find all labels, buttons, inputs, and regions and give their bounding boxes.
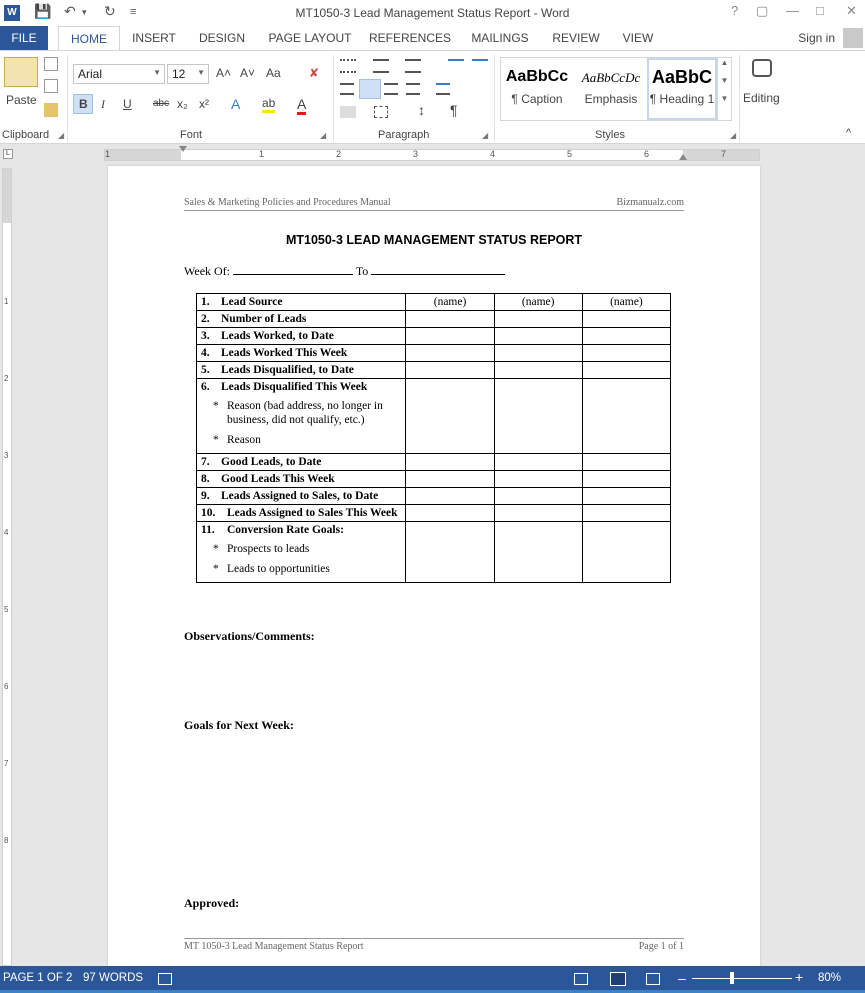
table-cell[interactable] bbox=[494, 345, 582, 362]
table-cell[interactable] bbox=[494, 311, 582, 328]
table-row bbox=[197, 362, 671, 379]
table-cell[interactable] bbox=[406, 522, 494, 583]
change-case-button[interactable]: Aa bbox=[266, 66, 281, 80]
text-effects-button[interactable]: A bbox=[231, 96, 241, 112]
ribbon-tabs bbox=[0, 26, 865, 50]
bold-button[interactable] bbox=[73, 94, 93, 114]
table-cell[interactable] bbox=[494, 505, 582, 522]
strikethrough-button[interactable]: abc bbox=[153, 98, 170, 109]
row-number: 3. bbox=[201, 330, 210, 342]
vertical-ruler[interactable] bbox=[2, 168, 12, 966]
binoculars-icon[interactable] bbox=[752, 59, 772, 77]
row-number: 1. bbox=[201, 296, 210, 308]
row-number: 8. bbox=[201, 473, 210, 485]
table-cell[interactable] bbox=[582, 505, 670, 522]
row-label: Number of Leads bbox=[221, 313, 307, 325]
header-left: Sales & Marketing Policies and Procedures Manual bbox=[184, 197, 391, 208]
row-number: 7. bbox=[201, 456, 210, 468]
row-label-cell bbox=[197, 454, 406, 471]
footer-rule bbox=[184, 938, 684, 939]
row-label-cell bbox=[197, 379, 406, 454]
to-blank[interactable] bbox=[371, 263, 505, 275]
to-label: To bbox=[355, 264, 369, 278]
paste-button[interactable]: Paste bbox=[6, 93, 37, 107]
ruler-number: 7 bbox=[721, 149, 727, 159]
ruler-number: 7 bbox=[4, 759, 9, 768]
styles-gallery bbox=[500, 57, 732, 121]
align-right-icon[interactable] bbox=[384, 83, 398, 95]
row-number: 10. bbox=[201, 507, 216, 519]
table-row bbox=[197, 522, 671, 583]
ruler-number: 2 bbox=[4, 374, 9, 383]
ruler-top-margin bbox=[3, 169, 11, 223]
table-cell[interactable] bbox=[406, 471, 494, 488]
style-caption[interactable] bbox=[501, 58, 573, 120]
maximize-icon[interactable]: □ bbox=[816, 3, 824, 18]
ruler-number: 6 bbox=[4, 682, 9, 691]
table-row bbox=[197, 505, 671, 522]
tab-home[interactable]: HOME bbox=[58, 26, 120, 51]
paragraph-group-label: Paragraph bbox=[378, 129, 430, 141]
row-number: 5. bbox=[201, 364, 210, 376]
table-cell[interactable] bbox=[406, 454, 494, 471]
bullets-icon[interactable] bbox=[340, 59, 356, 73]
row-number: 9. bbox=[201, 490, 210, 502]
word-count[interactable]: 97 WORDS bbox=[83, 972, 144, 984]
style-preview: AaBbC bbox=[651, 67, 712, 87]
observations-heading: Observations/Comments: bbox=[184, 629, 315, 643]
table-cell[interactable] bbox=[582, 311, 670, 328]
footer-right: Page 1 of 1 bbox=[638, 941, 684, 952]
table-cell[interactable] bbox=[494, 488, 582, 505]
horizontal-ruler-area bbox=[0, 144, 865, 166]
style-name: Emphasis bbox=[584, 92, 638, 106]
line-spacing-icon[interactable] bbox=[436, 83, 450, 95]
ruler-number: 4 bbox=[490, 149, 496, 159]
ruler-number: 5 bbox=[567, 149, 573, 159]
table-row bbox=[197, 294, 671, 311]
row-label-cell bbox=[197, 294, 406, 311]
proofing-icon[interactable] bbox=[158, 973, 172, 985]
table-cell[interactable] bbox=[406, 345, 494, 362]
goals-heading: Goals for Next Week: bbox=[184, 718, 294, 732]
save-icon[interactable]: 💾 bbox=[34, 3, 52, 19]
tab-page-layout[interactable]: PAGE LAYOUT bbox=[268, 31, 352, 45]
ruler-left-margin bbox=[105, 150, 181, 160]
font-size-select[interactable] bbox=[167, 64, 209, 84]
ribbon-display-icon[interactable]: ▢ bbox=[756, 3, 769, 18]
help-icon[interactable]: ? bbox=[731, 3, 739, 18]
style-heading-1[interactable] bbox=[647, 58, 717, 120]
status-bar bbox=[0, 966, 865, 993]
shading-icon[interactable] bbox=[340, 106, 356, 118]
table-cell[interactable] bbox=[582, 454, 670, 471]
table-cell[interactable] bbox=[494, 454, 582, 471]
editing-button[interactable]: Editing bbox=[743, 91, 780, 105]
table-cell[interactable] bbox=[582, 488, 670, 505]
row-label: Leads Assigned to Sales This Week bbox=[227, 507, 398, 519]
right-indent-marker[interactable] bbox=[679, 154, 687, 160]
column-header[interactable]: (name) bbox=[406, 294, 494, 311]
table-row bbox=[197, 345, 671, 362]
style-emphasis[interactable] bbox=[575, 58, 647, 120]
font-name-select[interactable] bbox=[73, 64, 165, 84]
tab-insert[interactable]: INSERT bbox=[132, 31, 176, 45]
row-label: Leads Disqualified This Week bbox=[221, 381, 368, 393]
ruler-number: 3 bbox=[413, 149, 419, 159]
table-cell[interactable] bbox=[582, 362, 670, 379]
underline-button[interactable]: U bbox=[123, 97, 132, 111]
row-label-cell bbox=[197, 505, 406, 522]
print-layout-icon[interactable] bbox=[610, 972, 626, 986]
web-layout-icon[interactable] bbox=[646, 973, 660, 985]
week-of-label: Week Of: bbox=[184, 264, 231, 278]
font-group-label: Font bbox=[180, 129, 203, 141]
report-table bbox=[196, 293, 671, 583]
table-cell[interactable] bbox=[406, 379, 494, 454]
row-number: 2. bbox=[201, 313, 210, 325]
table-row bbox=[197, 454, 671, 471]
read-mode-icon[interactable] bbox=[574, 973, 588, 985]
undo-icon[interactable]: ↶ bbox=[64, 3, 76, 19]
ruler-number: 6 bbox=[644, 149, 650, 159]
borders-icon[interactable] bbox=[374, 106, 388, 118]
font-name-value: Arial bbox=[78, 67, 103, 81]
row-label: Conversion Rate Goals: bbox=[227, 524, 344, 536]
row-number: 6. bbox=[201, 381, 210, 393]
row-label: Leads Assigned to Sales, to Date bbox=[221, 490, 379, 502]
paragraph-launcher-icon[interactable]: ◢ bbox=[482, 131, 489, 140]
tab-design[interactable]: DESIGN bbox=[198, 31, 245, 45]
copy-icon[interactable] bbox=[44, 79, 58, 93]
column-header[interactable]: (name) bbox=[582, 294, 670, 311]
style-preview: AaBbCcDc bbox=[581, 70, 641, 85]
ruler-number: 5 bbox=[4, 605, 9, 614]
row-label: Leads Disqualified, to Date bbox=[221, 364, 354, 376]
row-sub-item: * Reason bbox=[201, 433, 401, 447]
title-bar bbox=[0, 0, 865, 26]
shrink-font-button[interactable]: A˅ bbox=[240, 66, 256, 80]
styles-launcher-icon[interactable]: ◢ bbox=[730, 131, 737, 140]
cut-icon[interactable] bbox=[44, 57, 58, 71]
week-of-blank[interactable] bbox=[233, 263, 353, 275]
row-sub-item: * Leads to opportunities bbox=[201, 562, 401, 576]
ruler-number: 1 bbox=[4, 297, 9, 306]
row-label-cell bbox=[197, 311, 406, 328]
page-count[interactable]: PAGE 1 OF 2 bbox=[3, 972, 73, 984]
table-cell[interactable] bbox=[494, 379, 582, 454]
row-label: Lead Source bbox=[221, 296, 283, 308]
row-label: Leads Worked, to Date bbox=[221, 330, 334, 342]
row-label-cell bbox=[197, 328, 406, 345]
ruler-number: 8 bbox=[4, 836, 9, 845]
first-line-indent-marker[interactable] bbox=[179, 146, 187, 152]
tab-selector-button[interactable]: L bbox=[3, 149, 13, 159]
chevron-down-icon: ▼ bbox=[197, 68, 205, 77]
styles-group-label: Styles bbox=[595, 129, 625, 141]
minimize-icon[interactable]: — bbox=[786, 3, 799, 18]
table-cell[interactable] bbox=[494, 522, 582, 583]
header-right: Bizmanualz.com bbox=[616, 197, 684, 208]
align-center-button[interactable] bbox=[359, 79, 381, 99]
table-cell[interactable] bbox=[582, 471, 670, 488]
table-row bbox=[197, 328, 671, 345]
tab-file[interactable]: FILE bbox=[0, 26, 48, 50]
clipboard-launcher-icon[interactable]: ◢ bbox=[58, 131, 65, 140]
multilevel-list-icon[interactable] bbox=[405, 59, 421, 73]
undo-dropdown-icon[interactable]: ▾ bbox=[82, 7, 87, 17]
tab-mailings[interactable]: MAILINGS bbox=[471, 31, 529, 45]
redo-icon[interactable]: ↻ bbox=[104, 3, 116, 19]
ruler-number: 3 bbox=[4, 451, 9, 460]
table-cell[interactable] bbox=[406, 328, 494, 345]
numbering-icon[interactable] bbox=[373, 59, 389, 73]
align-left-icon[interactable] bbox=[340, 83, 354, 95]
word-app-icon[interactable]: W bbox=[4, 5, 20, 21]
header-rule bbox=[184, 210, 684, 211]
sort-icon[interactable]: ↕ bbox=[418, 102, 425, 118]
week-of-line bbox=[184, 263, 505, 279]
row-sub-item: * Prospects to leads bbox=[201, 542, 401, 556]
increase-indent-icon[interactable] bbox=[472, 59, 488, 73]
table-cell[interactable] bbox=[582, 522, 670, 583]
style-name: ¶ Caption bbox=[511, 92, 563, 106]
highlight-button[interactable]: ab bbox=[262, 96, 275, 113]
row-sub-item: * Reason (bad address, no longer in business, did not qualify, etc.) bbox=[201, 399, 401, 427]
group-divider bbox=[739, 55, 740, 141]
ruler-number: 4 bbox=[4, 528, 9, 537]
font-size-value: 12 bbox=[172, 67, 186, 81]
row-number: 4. bbox=[201, 347, 210, 359]
superscript-button[interactable]: x² bbox=[199, 97, 209, 111]
footer-left: MT 1050-3 Lead Management Status Report bbox=[184, 941, 364, 952]
styles-scroll[interactable]: ▲ ▼ ▼ bbox=[717, 58, 731, 120]
style-preview: AaBbCc bbox=[505, 68, 569, 85]
table-cell[interactable] bbox=[406, 362, 494, 379]
close-icon[interactable]: ✕ bbox=[846, 3, 857, 18]
ruler-number: 1 bbox=[259, 149, 265, 159]
row-label: Leads Worked This Week bbox=[221, 347, 348, 359]
tab-review[interactable]: REVIEW bbox=[552, 31, 600, 45]
italic-button[interactable]: I bbox=[101, 97, 105, 111]
sign-in-link[interactable]: Sign in bbox=[798, 31, 835, 45]
row-label: Good Leads, to Date bbox=[221, 456, 322, 468]
customize-qat-icon[interactable]: ≡ bbox=[130, 6, 137, 18]
show-formatting-icon[interactable]: ¶ bbox=[450, 102, 458, 118]
bold-label: B bbox=[79, 97, 88, 111]
justify-icon[interactable] bbox=[406, 83, 420, 95]
row-number: 11. bbox=[201, 524, 215, 536]
font-launcher-icon[interactable]: ◢ bbox=[320, 131, 327, 140]
style-name: ¶ Heading 1 bbox=[649, 92, 715, 106]
table-cell[interactable] bbox=[406, 311, 494, 328]
tab-references[interactable]: REFERENCES bbox=[368, 31, 451, 45]
table-cell[interactable] bbox=[406, 488, 494, 505]
avatar[interactable] bbox=[843, 28, 863, 48]
table-row bbox=[197, 311, 671, 328]
row-label-cell bbox=[197, 522, 406, 583]
table-cell[interactable] bbox=[494, 471, 582, 488]
document-page[interactable] bbox=[108, 166, 760, 966]
table-row bbox=[197, 471, 671, 488]
zoom-level[interactable]: 80% bbox=[818, 972, 842, 984]
table-row bbox=[197, 488, 671, 505]
chevron-down-icon: ▼ bbox=[153, 68, 161, 77]
grow-font-button[interactable]: A˄ bbox=[216, 66, 232, 80]
tab-view[interactable]: VIEW bbox=[622, 31, 654, 45]
subscript-button[interactable]: x₂ bbox=[177, 97, 188, 111]
ribbon-home bbox=[0, 50, 865, 144]
horizontal-ruler[interactable] bbox=[104, 149, 760, 161]
table-cell[interactable] bbox=[582, 328, 670, 345]
clipboard-icon[interactable] bbox=[4, 57, 38, 87]
row-label-cell bbox=[197, 488, 406, 505]
document-title: MT1050-3 LEAD MANAGEMENT STATUS REPORT bbox=[285, 233, 583, 247]
row-label-cell bbox=[197, 471, 406, 488]
group-divider bbox=[494, 55, 495, 141]
decrease-indent-icon[interactable] bbox=[448, 59, 464, 73]
zoom-slider-track[interactable] bbox=[692, 978, 792, 979]
zoom-slider-thumb[interactable] bbox=[730, 972, 734, 984]
row-label-cell bbox=[197, 362, 406, 379]
zoom-out-button[interactable]: – bbox=[678, 970, 686, 986]
table-cell[interactable] bbox=[406, 505, 494, 522]
zoom-in-button[interactable]: + bbox=[795, 969, 804, 985]
column-header[interactable]: (name) bbox=[494, 294, 582, 311]
table-cell[interactable] bbox=[494, 328, 582, 345]
approved-heading: Approved: bbox=[184, 896, 240, 910]
window-title: MT1050-3 Lead Management Status Report - Word bbox=[295, 6, 570, 20]
ruler-number: 2 bbox=[336, 149, 342, 159]
table-cell[interactable] bbox=[494, 362, 582, 379]
row-label-cell bbox=[197, 345, 406, 362]
collapse-ribbon-icon[interactable]: ^ bbox=[846, 127, 852, 139]
clear-formatting-icon[interactable]: ✘ bbox=[309, 66, 320, 80]
group-divider bbox=[333, 55, 334, 141]
clipboard-group-label: Clipboard bbox=[2, 129, 50, 141]
row-label: Good Leads This Week bbox=[221, 473, 335, 485]
ruler-number: 1 bbox=[105, 149, 111, 159]
table-cell[interactable] bbox=[582, 345, 670, 362]
group-divider bbox=[67, 55, 68, 141]
format-painter-icon[interactable] bbox=[44, 103, 58, 117]
font-color-button[interactable]: A bbox=[297, 96, 306, 115]
table-cell[interactable] bbox=[582, 379, 670, 454]
table-row bbox=[197, 379, 671, 454]
